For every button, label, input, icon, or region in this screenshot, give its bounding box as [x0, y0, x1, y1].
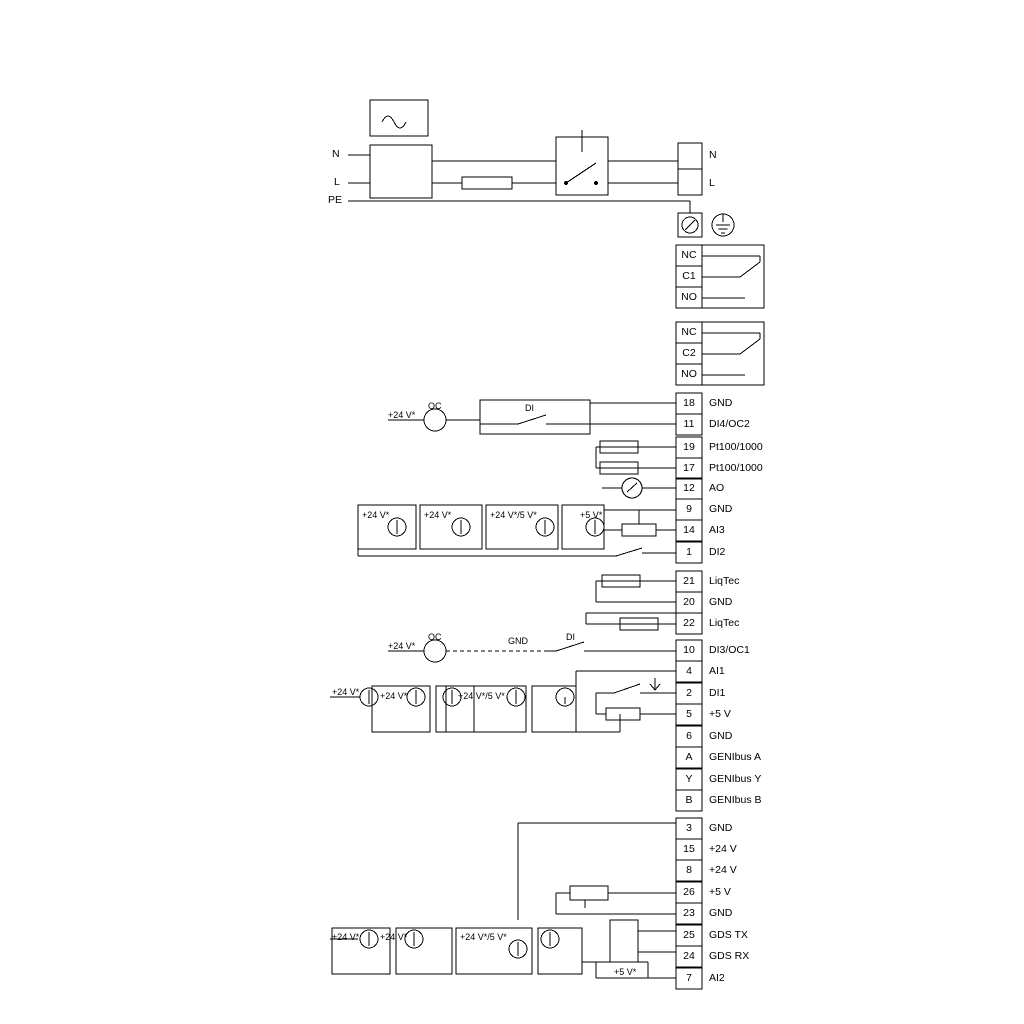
annotation-24v-oc1: +24 V* — [388, 641, 416, 651]
annotation-24v-ai3-2: +24 V* — [424, 510, 452, 520]
terminal-number-17: 17 — [683, 462, 695, 474]
terminal-label-18: GND — [709, 397, 733, 409]
ac-waveform-icon — [382, 116, 406, 128]
terminal-number-23: 23 — [683, 907, 695, 919]
terminal-number-2: 2 — [686, 687, 692, 699]
label-out-n: N — [709, 149, 717, 161]
terminal-label-25: GDS TX — [709, 929, 748, 941]
terminal-label-2: DI1 — [709, 687, 726, 699]
di-top-switch — [518, 415, 546, 424]
terminal-number-3: 3 — [686, 822, 692, 834]
relay2-terminal-c2: C2 — [682, 347, 696, 359]
terminal-label-7: AI2 — [709, 972, 725, 984]
terminal-label-24: GDS RX — [709, 950, 750, 962]
annotation-24v-ai2-1: +24 V* — [380, 932, 408, 942]
terminal-number-1: 1 — [686, 546, 692, 558]
di2-switch — [616, 548, 642, 556]
terminal-label-17: Pt100/1000 — [709, 462, 763, 474]
ai1-potentiometer — [606, 708, 640, 720]
terminal-number-9: 9 — [686, 503, 692, 515]
terminal-label-6: GND — [709, 730, 733, 742]
terminal-number-12: 12 — [683, 482, 695, 494]
terminal-label-12: AO — [709, 482, 725, 494]
terminal-number-24: 24 — [683, 950, 695, 962]
annotation-24v-ai1-1: +24 V* — [380, 691, 408, 701]
oc1-source-symbol — [424, 640, 446, 662]
terminal-number-14: 14 — [683, 524, 695, 536]
terminal-label-14: AI3 — [709, 524, 725, 536]
terminal-label-22: LiqTec — [709, 617, 740, 629]
label-mains-l: L — [334, 176, 340, 188]
relay1-terminal-no: NO — [681, 291, 697, 303]
di1-switch — [614, 684, 640, 693]
terminal-number-11: 11 — [683, 418, 695, 430]
gds-resistor — [570, 886, 608, 900]
di3-switch — [556, 642, 584, 651]
terminal-label-26: +5 V — [709, 886, 731, 898]
terminal-number-22: 22 — [683, 617, 695, 629]
terminal-number-26: 26 — [683, 886, 695, 898]
terminal-number-6: 6 — [686, 730, 692, 742]
terminal-number-b: B — [685, 794, 693, 806]
terminal-number-a: A — [685, 751, 693, 763]
annotation-24v-5v-ai3: +24 V*/5 V* — [490, 510, 537, 520]
annotation-24v-oc2: +24 V* — [388, 410, 416, 420]
annotation-24v-ai1-0: +24 V* — [332, 687, 360, 697]
label-out-l: L — [709, 177, 715, 189]
annotation-5v-ai2: +5 V* — [614, 967, 637, 977]
annotation-di-top: DI — [525, 403, 534, 413]
terminal-number-19: 19 — [683, 441, 695, 453]
terminal-label-5: +5 V — [709, 708, 731, 720]
terminal-number-18: 18 — [683, 397, 695, 409]
terminal-number-25: 25 — [683, 929, 695, 941]
di-top-box — [480, 400, 590, 434]
terminal-label-10: DI3/OC1 — [709, 644, 750, 656]
terminal-label-21: LiqTec — [709, 575, 740, 587]
gds-transceiver-box — [610, 920, 638, 962]
relay2-terminal-nc: NC — [681, 326, 697, 338]
terminal-label-y: GENIbus Y — [709, 773, 762, 785]
terminal-label-19: Pt100/1000 — [709, 441, 763, 453]
terminal-number-15: 15 — [683, 843, 695, 855]
terminal-number-4: 4 — [686, 665, 692, 677]
terminal-label-20: GND — [709, 596, 733, 608]
terminal-number-y: Y — [685, 773, 693, 785]
ai2-block-4 — [538, 928, 582, 974]
terminal-number-10: 10 — [683, 644, 695, 656]
relay2-terminal-no: NO — [681, 368, 697, 380]
annotation-24v-5v-ai2: +24 V*/5 V* — [460, 932, 507, 942]
label-mains-n: N — [332, 148, 340, 160]
terminal-label-1: DI2 — [709, 546, 726, 558]
annotation-24v-ai2-0: +24 V* — [332, 932, 360, 942]
terminal-number-8: 8 — [686, 864, 692, 876]
annotation-24v-5v-ai1: +24 V*/5 V* — [458, 691, 505, 701]
terminal-label-a: GENIbus A — [709, 751, 761, 763]
relay1-terminal-c1: C1 — [682, 270, 696, 282]
relay1-terminal-nc: NC — [681, 249, 697, 261]
terminal-label-b: GENIbus B — [709, 794, 762, 806]
terminal-label-11: DI4/OC2 — [709, 418, 750, 430]
switch-blade — [566, 163, 596, 183]
terminal-label-8: +24 V — [709, 864, 737, 876]
annotation-5v-ai3: +5 V* — [580, 510, 603, 520]
terminal-number-20: 20 — [683, 596, 695, 608]
terminal-label-3: GND — [709, 822, 733, 834]
terminal-number-21: 21 — [683, 575, 695, 587]
fuse-symbol — [462, 177, 512, 189]
oc2-source-symbol — [424, 409, 446, 431]
annotation-24v-ai3-1: +24 V* — [362, 510, 390, 520]
annotation-gnd-mid: GND — [508, 636, 528, 646]
relay2-common-blade — [740, 339, 760, 354]
annotation-oc1: OC — [428, 632, 442, 642]
label-pe: PE — [328, 194, 343, 206]
annotation-di-mid: DI — [566, 632, 575, 642]
terminal-label-23: GND — [709, 907, 733, 919]
ac-source-symbol-box — [370, 100, 428, 136]
terminal-label-15: +24 V — [709, 843, 737, 855]
ai1-block-4 — [532, 686, 576, 732]
filter-dashed-box — [370, 145, 432, 198]
relay1-common-blade — [740, 262, 760, 277]
terminal-label-4: AI1 — [709, 665, 725, 677]
annotation-oc2: OC — [428, 401, 442, 411]
terminal-label-9: GND — [709, 503, 733, 515]
terminal-number-5: 5 — [686, 708, 692, 720]
ai3-potentiometer — [622, 524, 656, 536]
terminal-number-7: 7 — [686, 972, 692, 984]
